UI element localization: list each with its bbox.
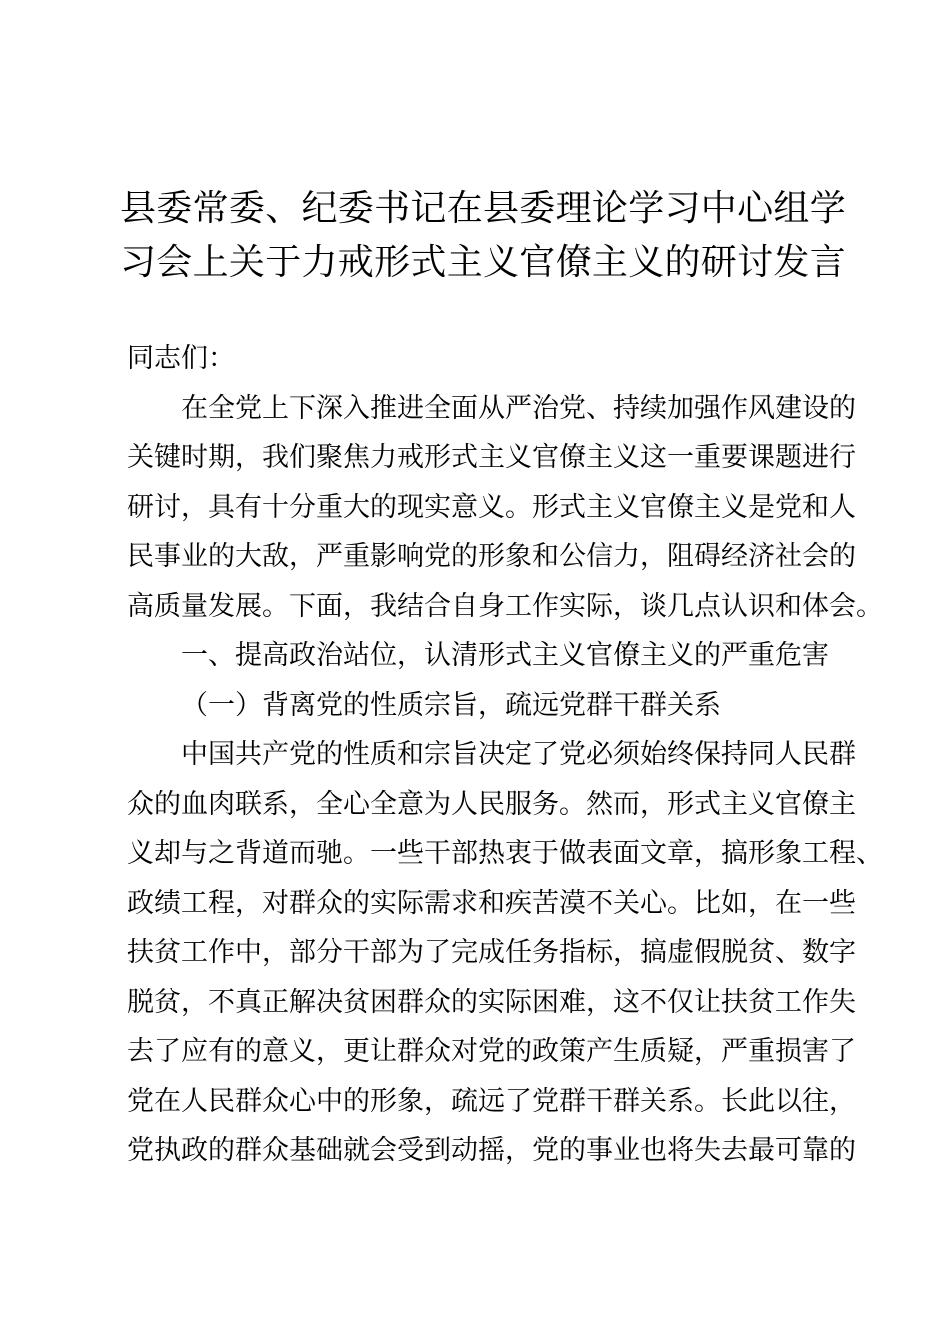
- subsection-heading: （一）背离党的性质宗旨，疏远党群干群关系: [181, 689, 721, 721]
- title-line-2: 习会上关于力戒形式主义官僚主义的研讨发言: [120, 242, 847, 283]
- paragraph-line: 扶贫工作中，部分干部为了完成任务指标，搞虚假脱贫、数字: [127, 937, 856, 968]
- paragraph-line: 党在人民群众心中的形象，疏远了党群干群关系。长此以往，: [127, 1085, 856, 1117]
- document-title: [120, 182, 847, 290]
- salutation: 同志们：: [127, 343, 235, 374]
- paragraph-line: 研讨，具有十分重大的现实意义。形式主义官僚主义是党和人: [127, 491, 856, 523]
- paragraph-line: 义却与之背道而驰。一些干部热衷于做表面文章，搞形象工程、: [127, 838, 883, 869]
- title-line-1: 县委常委、纪委书记在县委理论学习中心组学: [120, 188, 847, 229]
- paragraph-line: 关键时期，我们聚焦力戒形式主义官僚主义这一重要课题进行: [127, 442, 856, 473]
- paragraph-line: 高质量发展。下面，我结合自身工作实际，谈几点认识和体会。: [127, 590, 883, 622]
- paragraph-line: 中国共产党的性质和宗旨决定了党必须始终保持同人民群: [181, 739, 856, 770]
- paragraph-line: 去了应有的意义，更让群众对党的政策产生质疑，严重损害了: [127, 1036, 856, 1067]
- document-body: [127, 334, 883, 1176]
- paragraph-line: 政绩工程，对群众的实际需求和疾苦漠不关心。比如，在一些: [127, 887, 856, 919]
- paragraph-line: 脱贫，不真正解决贫困群众的实际困难，这不仅让扶贫工作失: [127, 986, 856, 1018]
- paragraph-line: 党执政的群众基础就会受到动摇，党的事业也将失去最可靠的: [127, 1135, 856, 1166]
- paragraph-line: 民事业的大敌，严重影响党的形象和公信力，阻碍经济社会的: [127, 541, 856, 572]
- paragraph-line: 众的血肉联系，全心全意为人民服务。然而，形式主义官僚主: [127, 788, 856, 820]
- paragraph-line: 在全党上下深入推进全面从严治党、持续加强作风建设的: [181, 392, 856, 424]
- section-heading: 一、提高政治站位，认清形式主义官僚主义的严重危害: [181, 640, 829, 671]
